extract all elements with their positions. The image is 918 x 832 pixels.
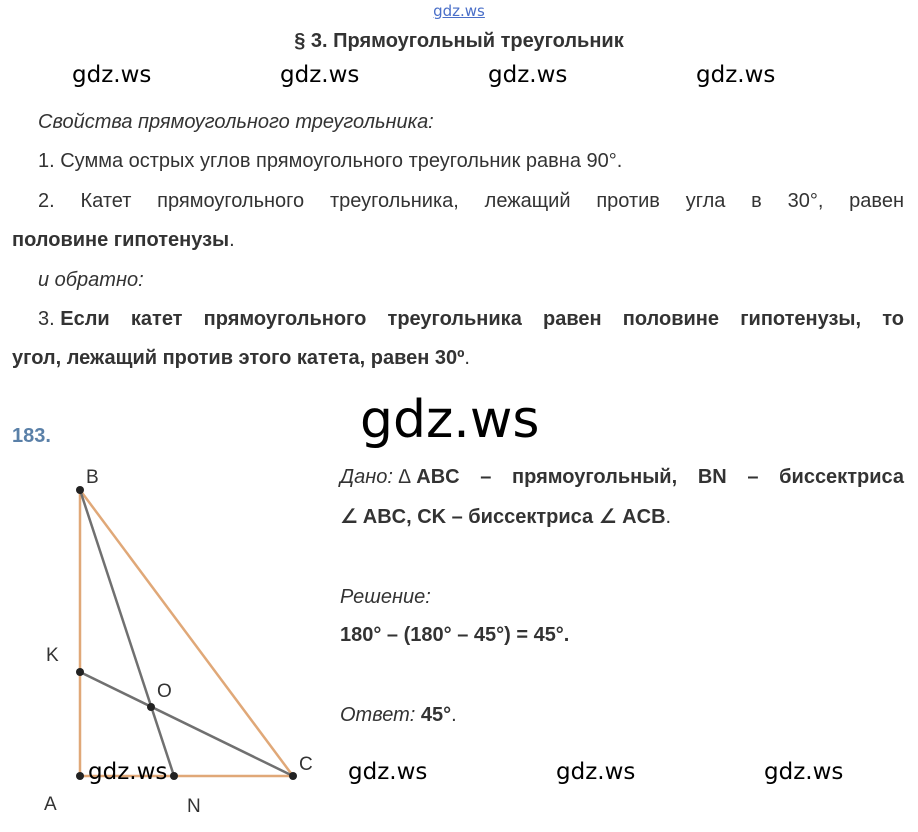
section-title: § 3. Прямоугольный треугольник: [294, 30, 624, 52]
property-3-end: .: [464, 347, 470, 369]
watermark-bottom: gdz.ws: [556, 759, 636, 785]
property-2-end: .: [229, 229, 235, 251]
given-bold-line2: ∠ ABC, CK – биссектриса ∠ ACB: [340, 506, 666, 528]
point-a: [76, 772, 84, 780]
watermark-bottom: gdz.ws: [88, 759, 168, 785]
property-2-line1: 2. Катет прямоугольного треугольника, лежащий против угла в 30°, равен: [38, 190, 904, 212]
given-line2: [340, 497, 671, 537]
property-2-line2: [12, 220, 235, 260]
label-b: B: [86, 467, 99, 488]
property-3-bold-line1: Если катет прямоугольного треугольника равен половине гипотенузы, то: [60, 308, 904, 330]
answer-value: 45°: [420, 704, 452, 726]
answer-end: .: [451, 704, 457, 726]
point-c: [289, 772, 297, 780]
given-label: Дано: ∆: [340, 466, 417, 488]
property-3-line1: [38, 299, 904, 339]
given-end: .: [665, 506, 672, 528]
property-1: 1. Сумма острых углов прямоугольного треугольник равна 90°.: [38, 150, 623, 172]
label-n: N: [187, 796, 201, 817]
given-bold-line1: ABC – прямоугольный, BN – биссектриса: [416, 466, 904, 488]
watermark: gdz.ws: [280, 62, 360, 88]
conversely-label: и обратно:: [38, 269, 144, 291]
label-a: A: [44, 794, 57, 815]
point-n: [170, 772, 178, 780]
answer-label: Ответ:: [340, 704, 421, 726]
label-c: C: [299, 754, 313, 775]
property-2-bold: половине гипотенузы: [12, 229, 230, 251]
given-line1: [340, 457, 904, 497]
answer-line: [340, 695, 457, 735]
watermark-bottom: gdz.ws: [348, 759, 428, 785]
label-o: O: [157, 681, 172, 702]
watermark: gdz.ws: [696, 62, 776, 88]
problem-number: 183.: [12, 425, 51, 447]
watermark-bottom: gdz.ws: [764, 759, 844, 785]
watermark: gdz.ws: [72, 62, 152, 88]
property-3-prefix: 3.: [38, 308, 61, 330]
watermark: gdz.ws: [488, 62, 568, 88]
point-o: [147, 703, 155, 711]
label-k: K: [46, 645, 59, 666]
property-3-line2: [12, 338, 470, 378]
solution-text: 180° – (180° – 45°) = 45°.: [340, 624, 570, 646]
point-b: [76, 486, 84, 494]
side-bc: [80, 490, 293, 776]
properties-heading: Свойства прямоугольного треугольника:: [38, 111, 434, 133]
triangle-abc: [80, 490, 293, 776]
property-3-bold-line2: угол, лежащий против этого катета, равен 30º: [12, 347, 465, 369]
watermark-center: gdz.ws: [360, 390, 540, 450]
triangle-figure: [0, 450, 340, 832]
watermark-top: gdz.ws: [433, 2, 485, 20]
solution-label: Решение:: [340, 586, 431, 608]
point-k: [76, 668, 84, 676]
bisector-bn: [80, 490, 174, 776]
